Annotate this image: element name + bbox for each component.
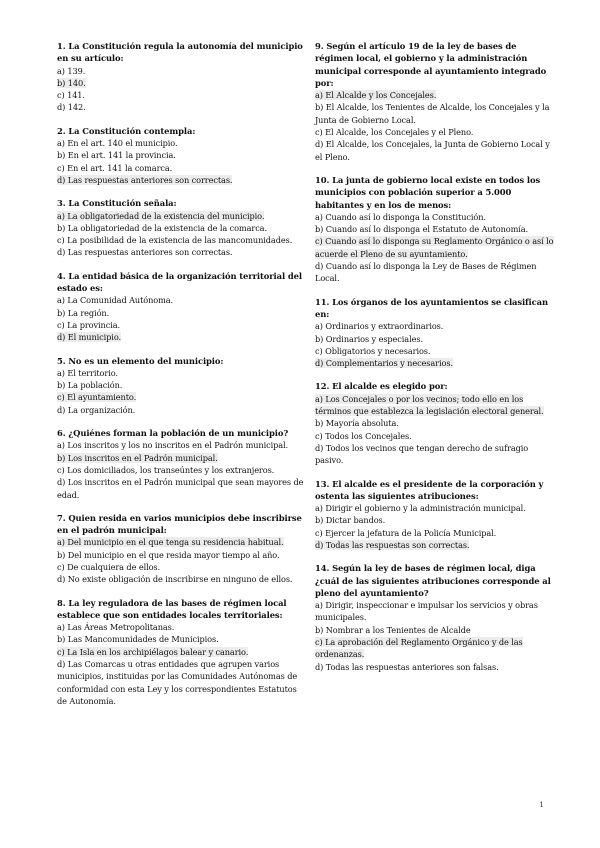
answer-option (57, 234, 307, 246)
answer-option-text: d) No existe obligación de inscribirse en ninguno de ellos. (57, 574, 293, 585)
answer-option (315, 442, 555, 467)
answer-option (315, 138, 555, 163)
answer-option-text: c) La Isla en los archipiélagos balear y canario. (57, 646, 249, 657)
answer-option (57, 77, 307, 89)
answer-option (315, 417, 555, 429)
question-block-13 (315, 478, 555, 552)
answer-option-text: b) Mayoría absoluta. (315, 418, 399, 429)
answer-option-text: d) Todos los vecinos que tengan derecho de sufragio pasivo. (315, 442, 529, 466)
answer-option (57, 294, 307, 306)
answer-option (315, 333, 555, 345)
answer-option (315, 357, 555, 369)
answer-option-text: c) La provincia. (57, 319, 120, 330)
answer-option (57, 319, 307, 331)
answer-option-text: c) El Alcalde, los Concejales y el Pleno. (315, 127, 474, 138)
answer-option (57, 464, 307, 476)
answer-option (57, 561, 307, 573)
answer-option-text: b) En el art. 141 la provincia. (57, 150, 176, 161)
answer-option-text: a) Del municipio en el que tenga su residencia habitual. (57, 537, 284, 548)
answer-option-text: d) 142. (57, 102, 86, 113)
answer-option (57, 149, 307, 161)
answer-option-text: c) 141. (57, 90, 85, 101)
answer-option (57, 174, 307, 186)
answer-option (315, 345, 555, 357)
question-block-9 (315, 40, 555, 163)
answer-option-text: b) La obligatoriedad de la existencia de la comarca. (57, 222, 267, 233)
answer-option-text: a) Los Concejales o por los vecinos; todo ello en los términos que establezca la legislación electoral general. (315, 393, 544, 417)
answer-option-text: c) La aprobación del Reglamento Orgánico y de las ordenanzas. (315, 637, 523, 660)
question-block-7 (57, 512, 307, 586)
answer-option (57, 162, 307, 174)
answer-option-text: d) Los inscritos en el Padrón municipal que sean mayores de edad. (57, 477, 304, 500)
answer-option (57, 633, 307, 645)
answer-option (315, 223, 555, 235)
answer-option-text: d) Las respuestas anteriores son correctas. (57, 247, 233, 258)
answer-option (57, 439, 307, 451)
answer-option (315, 502, 555, 514)
answer-option-text: b) La región. (57, 307, 110, 318)
answer-option-text: b) Ordinarios y especiales. (315, 333, 423, 344)
answer-option-text: b) Del municipio en el que resida mayor tiempo al año. (57, 549, 280, 560)
answer-option (315, 101, 555, 126)
answer-option-text: b) Cuando así lo disponga el Estatuto de Autonomía. (315, 224, 529, 235)
question-block-10 (315, 174, 555, 285)
answer-option (315, 320, 555, 332)
question-block-1 (57, 40, 307, 114)
answer-option-text: a) Ordinarios y extraordinarios. (315, 321, 444, 332)
answer-option-text: c) Cuando así lo disponga su Reglamento Orgánico o así lo acuerde el Pleno de su ayuntamiento. (315, 236, 554, 259)
answer-option (315, 624, 555, 636)
answer-option (57, 536, 307, 548)
answer-option (315, 636, 555, 661)
answer-option (57, 367, 307, 379)
answer-option (315, 126, 555, 138)
answer-option-text: d) La organización. (57, 404, 136, 415)
answer-option-text: a) El territorio. (57, 367, 118, 378)
question-text: 10. La junta de gobierno local existe en todos los municipios con población superior a 5.000 habitantes y en los de menos: (315, 174, 541, 210)
answer-option-text: a) El Alcalde y los Concejales. (315, 90, 437, 101)
answer-option-text: d) Todas las respuestas son correctas. (315, 539, 470, 550)
question-block-14 (315, 562, 555, 673)
answer-option-text: d) Las respuestas anteriores son correctas. (57, 174, 233, 185)
question-text: 13. El alcalde es el presidente de la corporación y ostenta las siguientes atribuciones: (315, 478, 544, 501)
answer-option (57, 379, 307, 391)
answer-option (57, 137, 307, 149)
answer-option (315, 599, 555, 624)
question-text: 7. Quien resida en varios municipios debe inscribirse en el padrón municipal: (57, 512, 302, 536)
answer-option-text: d) El Alcalde, los Concejales, la Junta de Gobierno Local y el Pleno. (315, 139, 550, 162)
answer-option-text: b) El Alcalde, los Tenientes de Alcalde, los Concejales y la Junta de Gobierno Local. (315, 102, 550, 125)
answer-option (57, 101, 307, 113)
answer-option-text: c) Ejercer la jefatura de la Policía Municipal. (315, 527, 497, 538)
question-text: 6. ¿Quiénes forman la población de un municipio? (57, 428, 289, 439)
answer-option (57, 331, 307, 343)
right-column (315, 40, 555, 684)
answer-option-text: d) El municipio. (57, 332, 122, 343)
answer-option-text: a) Dirigir el gobierno y la administración municipal. (315, 503, 526, 514)
question-block-3 (57, 197, 307, 258)
question-block-5 (57, 355, 307, 416)
question-text: 8. La ley reguladora de las bases de régimen local establece que son entidades locales territoriales: (57, 597, 287, 620)
answer-option (57, 573, 307, 585)
answer-option-text: a) Los inscritos y los no inscritos en el Padrón municipal. (57, 440, 289, 451)
question-text: 2. La Constitución contempla: (57, 125, 196, 136)
question-block-11 (315, 296, 555, 370)
answer-option (57, 222, 307, 234)
answer-option-text: a) 139. (57, 65, 86, 76)
question-block-2 (57, 125, 307, 186)
answer-option (315, 430, 555, 442)
answer-option-text: c) Todos los Concejales. (315, 430, 412, 441)
answer-option-text: c) En el art. 141 la comarca. (57, 162, 173, 173)
answer-option-text: b) Los inscritos en el Padrón municipal. (57, 452, 218, 463)
answer-option-text: b) Nombrar a los Tenientes de Alcalde (315, 624, 471, 635)
answer-option (315, 393, 555, 418)
answer-option (57, 210, 307, 222)
answer-option (57, 621, 307, 633)
question-text: 9. Según el artículo 19 de la ley de bases de régimen local, el gobierno y la administración municipal corresponde al ayuntamiento integrado por: (315, 41, 547, 88)
answer-option (57, 549, 307, 561)
question-text: 5. No es un elemento del municipio: (57, 355, 224, 366)
answer-option-text: a) Dirigir, inspeccionar e impulsar los servicios y obras municipales. (315, 600, 538, 623)
answer-option (57, 89, 307, 101)
answer-option (315, 661, 555, 673)
answer-option-text: c) De cualquiera de ellos. (57, 561, 161, 572)
answer-option-text: c) El ayuntamiento. (57, 392, 137, 403)
answer-option-text: a) Las Áreas Metropolitanas. (57, 622, 175, 633)
answer-option-text: c) Obligatorios y necesarios. (315, 345, 431, 356)
question-text: 3. La Constitución señala: (57, 198, 177, 209)
question-text: 11. Los órganos de los ayuntamientos se clasifican en: (315, 296, 548, 319)
answer-option-text: a) La Comunidad Autónoma. (57, 295, 174, 306)
answer-option-text: d) Todas las respuestas anteriores son falsas. (315, 661, 499, 672)
answer-option (57, 246, 307, 258)
answer-option (57, 404, 307, 416)
answer-option (57, 658, 307, 707)
answer-option (57, 391, 307, 403)
question-block-8 (57, 597, 307, 708)
answer-option-text: a) La obligatoriedad de la existencia del municipio. (57, 210, 265, 221)
answer-option-text: d) Complementarios y necesarios. (315, 358, 453, 369)
answer-option-text: c) Los domiciliados, los transeúntes y los extranjeros. (57, 464, 275, 475)
question-text: 4. La entidad básica de la organización territorial del estado es: (57, 270, 302, 294)
answer-option (57, 646, 307, 658)
answer-option-text: b) Dictar bandos. (315, 515, 386, 526)
answer-option-text: b) 140. (57, 77, 86, 88)
answer-option-text: d) Cuando así lo disponga la Ley de Bases de Régimen Local. (315, 261, 537, 284)
question-block-12 (315, 380, 555, 466)
question-text: 14. Según la ley de bases de régimen local, diga ¿cuál de las siguientes atribuciones corresponde al pleno del ayuntamiento? (315, 563, 551, 598)
answer-option (57, 65, 307, 77)
question-text: 1. La Constitución regula la autonomía del municipio en su artículo: (57, 41, 303, 64)
answer-option-text: a) Cuando así lo disponga la Constitución. (315, 211, 486, 222)
left-column (57, 40, 307, 718)
answer-option-text: d) Las Comarcas u otras entidades que agrupen varios municipios, instituidas por las Comunidades Autónomas de conformidad con esta Ley y los correspondientes Estatutos de Autonomía. (57, 659, 298, 706)
question-text: 12. El alcalde es elegido por: (315, 381, 448, 392)
answer-option (315, 211, 555, 223)
answer-option (315, 514, 555, 526)
answer-option (57, 307, 307, 319)
question-block-4 (57, 270, 307, 344)
answer-option-text: b) La población. (57, 380, 123, 391)
answer-option-text: a) En el art. 140 el municipio. (57, 138, 178, 149)
answer-option-text: b) Las Mancomunidades de Municipios. (57, 634, 219, 645)
answer-option-text: c) La posibilidad de la existencia de las mancomunidades. (57, 235, 293, 246)
question-block-6 (57, 427, 307, 501)
answer-option (315, 89, 555, 101)
answer-option (57, 476, 307, 501)
page-number: 1 (539, 800, 544, 809)
answer-option (315, 527, 555, 539)
answer-option (315, 260, 555, 285)
answer-option (315, 539, 555, 551)
answer-option (315, 235, 555, 260)
answer-option (57, 452, 307, 464)
